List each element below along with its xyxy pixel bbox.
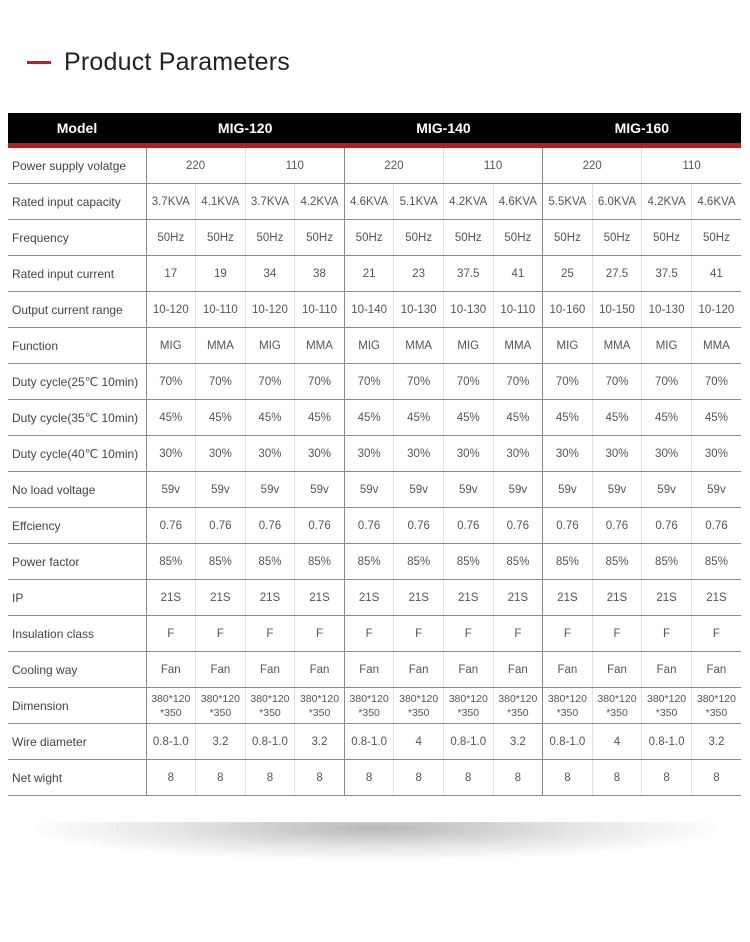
row-label: Rated input capacity bbox=[8, 184, 146, 220]
table-cell: 3.2 bbox=[196, 724, 246, 760]
row-label: Rated input current bbox=[8, 256, 146, 292]
table-cell: 10-110 bbox=[196, 292, 246, 328]
table-cell: F bbox=[196, 616, 246, 652]
table-cell: MIG bbox=[443, 328, 493, 364]
table-cell: 30% bbox=[394, 436, 444, 472]
table-cell: MIG bbox=[245, 328, 295, 364]
table-cell: Fan bbox=[493, 652, 543, 688]
header-model: MIG-160 bbox=[543, 113, 741, 146]
table-cell: 17 bbox=[146, 256, 196, 292]
table-cell: 380*120 *350 bbox=[443, 688, 493, 724]
table-cell: 3.2 bbox=[691, 724, 741, 760]
table-cell: 380*120 *350 bbox=[691, 688, 741, 724]
table-cell: 50Hz bbox=[196, 220, 246, 256]
table-cell: 45% bbox=[196, 400, 246, 436]
table-header-row bbox=[8, 113, 741, 146]
table-cell: 10-120 bbox=[146, 292, 196, 328]
table-cell: 10-160 bbox=[543, 292, 593, 328]
row-label: Frequency bbox=[8, 220, 146, 256]
table-cell: 0.76 bbox=[691, 508, 741, 544]
table-row bbox=[8, 220, 741, 256]
row-label: Function bbox=[8, 328, 146, 364]
table-cell: 3.2 bbox=[295, 724, 345, 760]
table-cell: MMA bbox=[196, 328, 246, 364]
table-cell: 50Hz bbox=[642, 220, 692, 256]
table-cell: 21S bbox=[443, 580, 493, 616]
table-cell: 380*120 *350 bbox=[245, 688, 295, 724]
table-cell: 23 bbox=[394, 256, 444, 292]
table-cell: 38 bbox=[295, 256, 345, 292]
table-cell: 45% bbox=[344, 400, 394, 436]
page-title: Product Parameters bbox=[64, 48, 290, 76]
table-cell: 10-130 bbox=[642, 292, 692, 328]
table-cell: 110 bbox=[443, 146, 542, 184]
table-cell: 21S bbox=[592, 580, 642, 616]
table-row bbox=[8, 328, 741, 364]
table-cell: 8 bbox=[592, 760, 642, 796]
table-cell: 50Hz bbox=[543, 220, 593, 256]
table-cell: 0.76 bbox=[196, 508, 246, 544]
table-cell: 85% bbox=[344, 544, 394, 580]
table-cell: 380*120 *350 bbox=[592, 688, 642, 724]
section-heading bbox=[27, 48, 290, 77]
table-cell: 85% bbox=[493, 544, 543, 580]
table-cell: 85% bbox=[196, 544, 246, 580]
table-cell: 8 bbox=[394, 760, 444, 796]
table-cell: F bbox=[493, 616, 543, 652]
table-cell: 110 bbox=[642, 146, 741, 184]
table-cell: Fan bbox=[344, 652, 394, 688]
table-cell: 380*120 *350 bbox=[344, 688, 394, 724]
table-cell: 380*120 *350 bbox=[394, 688, 444, 724]
table-cell: 85% bbox=[543, 544, 593, 580]
table-cell: 45% bbox=[543, 400, 593, 436]
table-cell: 5.5KVA bbox=[543, 184, 593, 220]
table-cell: 8 bbox=[691, 760, 741, 796]
table-cell: 45% bbox=[642, 400, 692, 436]
table-cell: 21S bbox=[295, 580, 345, 616]
table-cell: 30% bbox=[642, 436, 692, 472]
row-label: Insulation class bbox=[8, 616, 146, 652]
table-cell: 25 bbox=[543, 256, 593, 292]
table-row bbox=[8, 616, 741, 652]
table-cell: MIG bbox=[543, 328, 593, 364]
table-cell: 4 bbox=[592, 724, 642, 760]
table-cell: Fan bbox=[394, 652, 444, 688]
table-cell: 3.7KVA bbox=[245, 184, 295, 220]
table-cell: 70% bbox=[394, 364, 444, 400]
table-cell: Fan bbox=[592, 652, 642, 688]
decorative-shadow bbox=[20, 822, 730, 862]
table-cell: 21S bbox=[344, 580, 394, 616]
table-cell: 10-110 bbox=[295, 292, 345, 328]
table-cell: 70% bbox=[146, 364, 196, 400]
table-cell: Fan bbox=[146, 652, 196, 688]
table-cell: 0.76 bbox=[394, 508, 444, 544]
table-cell: 0.76 bbox=[592, 508, 642, 544]
table-cell: 59v bbox=[196, 472, 246, 508]
table-cell: 8 bbox=[295, 760, 345, 796]
table-cell: 59v bbox=[295, 472, 345, 508]
table-cell: 50Hz bbox=[592, 220, 642, 256]
table-cell: 45% bbox=[146, 400, 196, 436]
row-label: Effciency bbox=[8, 508, 146, 544]
table-cell: Fan bbox=[543, 652, 593, 688]
table-cell: F bbox=[394, 616, 444, 652]
table-cell: 30% bbox=[443, 436, 493, 472]
table-cell: 3.7KVA bbox=[146, 184, 196, 220]
row-label: Net wight bbox=[8, 760, 146, 796]
table-cell: 19 bbox=[196, 256, 246, 292]
table-cell: 70% bbox=[245, 364, 295, 400]
table-row bbox=[8, 544, 741, 580]
table-cell: 4.2KVA bbox=[295, 184, 345, 220]
table-cell: 0.76 bbox=[642, 508, 692, 544]
table-cell: F bbox=[344, 616, 394, 652]
table-cell: 85% bbox=[691, 544, 741, 580]
table-cell: 8 bbox=[443, 760, 493, 796]
table-cell: 8 bbox=[344, 760, 394, 796]
table-cell: 50Hz bbox=[691, 220, 741, 256]
table-cell: 10-140 bbox=[344, 292, 394, 328]
table-cell: Fan bbox=[245, 652, 295, 688]
table-cell: 59v bbox=[691, 472, 741, 508]
table-cell: MMA bbox=[493, 328, 543, 364]
table-cell: 0.8-1.0 bbox=[344, 724, 394, 760]
table-cell: 85% bbox=[592, 544, 642, 580]
table-cell: 50Hz bbox=[146, 220, 196, 256]
table-cell: 10-110 bbox=[493, 292, 543, 328]
table-cell: 50Hz bbox=[493, 220, 543, 256]
table-cell: F bbox=[146, 616, 196, 652]
table-cell: MMA bbox=[394, 328, 444, 364]
table-cell: 59v bbox=[543, 472, 593, 508]
table-cell: 30% bbox=[592, 436, 642, 472]
table-cell: 30% bbox=[493, 436, 543, 472]
table-cell: 50Hz bbox=[344, 220, 394, 256]
table-row bbox=[8, 724, 741, 760]
product-parameters-table bbox=[8, 113, 741, 796]
table-row bbox=[8, 436, 741, 472]
table-cell: 8 bbox=[642, 760, 692, 796]
table-cell: 34 bbox=[245, 256, 295, 292]
table-cell: 30% bbox=[295, 436, 345, 472]
table-cell: 21S bbox=[245, 580, 295, 616]
table-cell: 21S bbox=[642, 580, 692, 616]
table-row bbox=[8, 688, 741, 724]
row-label: Duty cycle(40℃ 10min) bbox=[8, 436, 146, 472]
table-cell: 10-120 bbox=[245, 292, 295, 328]
table-cell: 8 bbox=[245, 760, 295, 796]
table-cell: 59v bbox=[642, 472, 692, 508]
table-cell: 70% bbox=[493, 364, 543, 400]
table-cell: 10-130 bbox=[394, 292, 444, 328]
table-cell: 45% bbox=[394, 400, 444, 436]
table-cell: 380*120 *350 bbox=[543, 688, 593, 724]
table-cell: 41 bbox=[493, 256, 543, 292]
table-cell: F bbox=[295, 616, 345, 652]
table-cell: 27.5 bbox=[592, 256, 642, 292]
table-cell: 45% bbox=[295, 400, 345, 436]
table-cell: 21S bbox=[543, 580, 593, 616]
table-cell: 220 bbox=[543, 146, 642, 184]
table-cell: 30% bbox=[146, 436, 196, 472]
table-cell: 4.6KVA bbox=[344, 184, 394, 220]
table-row bbox=[8, 184, 741, 220]
table-row bbox=[8, 146, 741, 184]
table-cell: Fan bbox=[295, 652, 345, 688]
table-cell: 50Hz bbox=[394, 220, 444, 256]
table-cell: MMA bbox=[295, 328, 345, 364]
table-cell: 21 bbox=[344, 256, 394, 292]
table-cell: 8 bbox=[146, 760, 196, 796]
table-cell: MMA bbox=[592, 328, 642, 364]
table-row bbox=[8, 256, 741, 292]
table-cell: 5.1KVA bbox=[394, 184, 444, 220]
table-cell: 4.6KVA bbox=[691, 184, 741, 220]
table-cell: 70% bbox=[543, 364, 593, 400]
table-cell: 4.6KVA bbox=[493, 184, 543, 220]
table-cell: 30% bbox=[344, 436, 394, 472]
table-cell: F bbox=[543, 616, 593, 652]
table-cell: 85% bbox=[295, 544, 345, 580]
table-cell: 0.8-1.0 bbox=[245, 724, 295, 760]
table-cell: 21S bbox=[146, 580, 196, 616]
table-cell: 4.2KVA bbox=[443, 184, 493, 220]
table-cell: 59v bbox=[146, 472, 196, 508]
table-cell: 30% bbox=[245, 436, 295, 472]
table-cell: F bbox=[443, 616, 493, 652]
table-cell: 0.76 bbox=[543, 508, 593, 544]
table-cell: 50Hz bbox=[245, 220, 295, 256]
table-cell: 0.76 bbox=[493, 508, 543, 544]
table-cell: MIG bbox=[344, 328, 394, 364]
table-cell: 0.76 bbox=[295, 508, 345, 544]
table-cell: 4 bbox=[394, 724, 444, 760]
table-cell: 0.76 bbox=[344, 508, 394, 544]
header-model: MIG-120 bbox=[146, 113, 344, 146]
table-cell: Fan bbox=[691, 652, 741, 688]
row-label: Output current range bbox=[8, 292, 146, 328]
header-model-label: Model bbox=[8, 113, 146, 146]
table-cell: 21S bbox=[493, 580, 543, 616]
table-cell: 380*120 *350 bbox=[295, 688, 345, 724]
table-cell: 85% bbox=[443, 544, 493, 580]
table-cell: 4.1KVA bbox=[196, 184, 246, 220]
row-label: No load voltage bbox=[8, 472, 146, 508]
table-cell: 70% bbox=[642, 364, 692, 400]
table-cell: 70% bbox=[295, 364, 345, 400]
row-label: Duty cycle(25℃ 10min) bbox=[8, 364, 146, 400]
table-cell: 21S bbox=[394, 580, 444, 616]
table-cell: 45% bbox=[592, 400, 642, 436]
table-cell: 220 bbox=[344, 146, 443, 184]
table-row bbox=[8, 364, 741, 400]
row-label: Cooling way bbox=[8, 652, 146, 688]
table-row bbox=[8, 652, 741, 688]
row-label: Wire diameter bbox=[8, 724, 146, 760]
table-cell: 59v bbox=[443, 472, 493, 508]
row-label: Power supply volatge bbox=[8, 146, 146, 184]
table-cell: 50Hz bbox=[443, 220, 493, 256]
table-cell: 70% bbox=[592, 364, 642, 400]
table-row bbox=[8, 508, 741, 544]
table-row bbox=[8, 760, 741, 796]
table-cell: 30% bbox=[543, 436, 593, 472]
table-cell: 380*120 *350 bbox=[196, 688, 246, 724]
table-cell: 380*120 *350 bbox=[146, 688, 196, 724]
table-cell: 45% bbox=[245, 400, 295, 436]
table-cell: 0.8-1.0 bbox=[146, 724, 196, 760]
table-cell: 110 bbox=[245, 146, 344, 184]
table-cell: 3.2 bbox=[493, 724, 543, 760]
table-cell: 41 bbox=[691, 256, 741, 292]
row-label: Dimension bbox=[8, 688, 146, 724]
table-cell: 0.76 bbox=[245, 508, 295, 544]
table-cell: 10-150 bbox=[592, 292, 642, 328]
table-cell: 70% bbox=[344, 364, 394, 400]
table-cell: 380*120 *350 bbox=[642, 688, 692, 724]
table-cell: 59v bbox=[245, 472, 295, 508]
table-cell: 0.76 bbox=[146, 508, 196, 544]
table-cell: Fan bbox=[642, 652, 692, 688]
header-model: MIG-140 bbox=[344, 113, 542, 146]
table-cell: 0.8-1.0 bbox=[642, 724, 692, 760]
table-cell: F bbox=[691, 616, 741, 652]
table-cell: 6.0KVA bbox=[592, 184, 642, 220]
table-cell: 10-130 bbox=[443, 292, 493, 328]
table-cell: 21S bbox=[691, 580, 741, 616]
table-cell: 8 bbox=[196, 760, 246, 796]
table-cell: MIG bbox=[642, 328, 692, 364]
table-row bbox=[8, 472, 741, 508]
table-cell: 4.2KVA bbox=[642, 184, 692, 220]
table-cell: 70% bbox=[443, 364, 493, 400]
table-cell: MIG bbox=[146, 328, 196, 364]
table-cell: 85% bbox=[394, 544, 444, 580]
table-cell: 85% bbox=[146, 544, 196, 580]
table-cell: 70% bbox=[196, 364, 246, 400]
table-cell: 10-120 bbox=[691, 292, 741, 328]
table-cell: 45% bbox=[443, 400, 493, 436]
table-cell: 8 bbox=[493, 760, 543, 796]
table-cell: Fan bbox=[196, 652, 246, 688]
table-cell: 21S bbox=[196, 580, 246, 616]
table-row bbox=[8, 292, 741, 328]
table-cell: 0.76 bbox=[443, 508, 493, 544]
table-cell: 37.5 bbox=[443, 256, 493, 292]
table-cell: 45% bbox=[691, 400, 741, 436]
table-cell: F bbox=[245, 616, 295, 652]
table-row bbox=[8, 400, 741, 436]
row-label: IP bbox=[8, 580, 146, 616]
table-cell: F bbox=[642, 616, 692, 652]
table-cell: 59v bbox=[493, 472, 543, 508]
table-cell: Fan bbox=[443, 652, 493, 688]
heading-accent-bar bbox=[27, 61, 51, 64]
table-cell: 59v bbox=[344, 472, 394, 508]
table-cell: MMA bbox=[691, 328, 741, 364]
table-cell: 85% bbox=[245, 544, 295, 580]
table-cell: 30% bbox=[691, 436, 741, 472]
table-cell: 380*120 *350 bbox=[493, 688, 543, 724]
table-cell: 220 bbox=[146, 146, 245, 184]
table-row bbox=[8, 580, 741, 616]
table-cell: 30% bbox=[196, 436, 246, 472]
table-cell: 37.5 bbox=[642, 256, 692, 292]
row-label: Power factor bbox=[8, 544, 146, 580]
table-cell: 0.8-1.0 bbox=[543, 724, 593, 760]
table-cell: 85% bbox=[642, 544, 692, 580]
table-cell: F bbox=[592, 616, 642, 652]
table-cell: 8 bbox=[543, 760, 593, 796]
row-label: Duty cycle(35℃ 10min) bbox=[8, 400, 146, 436]
table-cell: 70% bbox=[691, 364, 741, 400]
table-cell: 59v bbox=[394, 472, 444, 508]
table-cell: 50Hz bbox=[295, 220, 345, 256]
table-cell: 59v bbox=[592, 472, 642, 508]
table-cell: 45% bbox=[493, 400, 543, 436]
table-cell: 0.8-1.0 bbox=[443, 724, 493, 760]
